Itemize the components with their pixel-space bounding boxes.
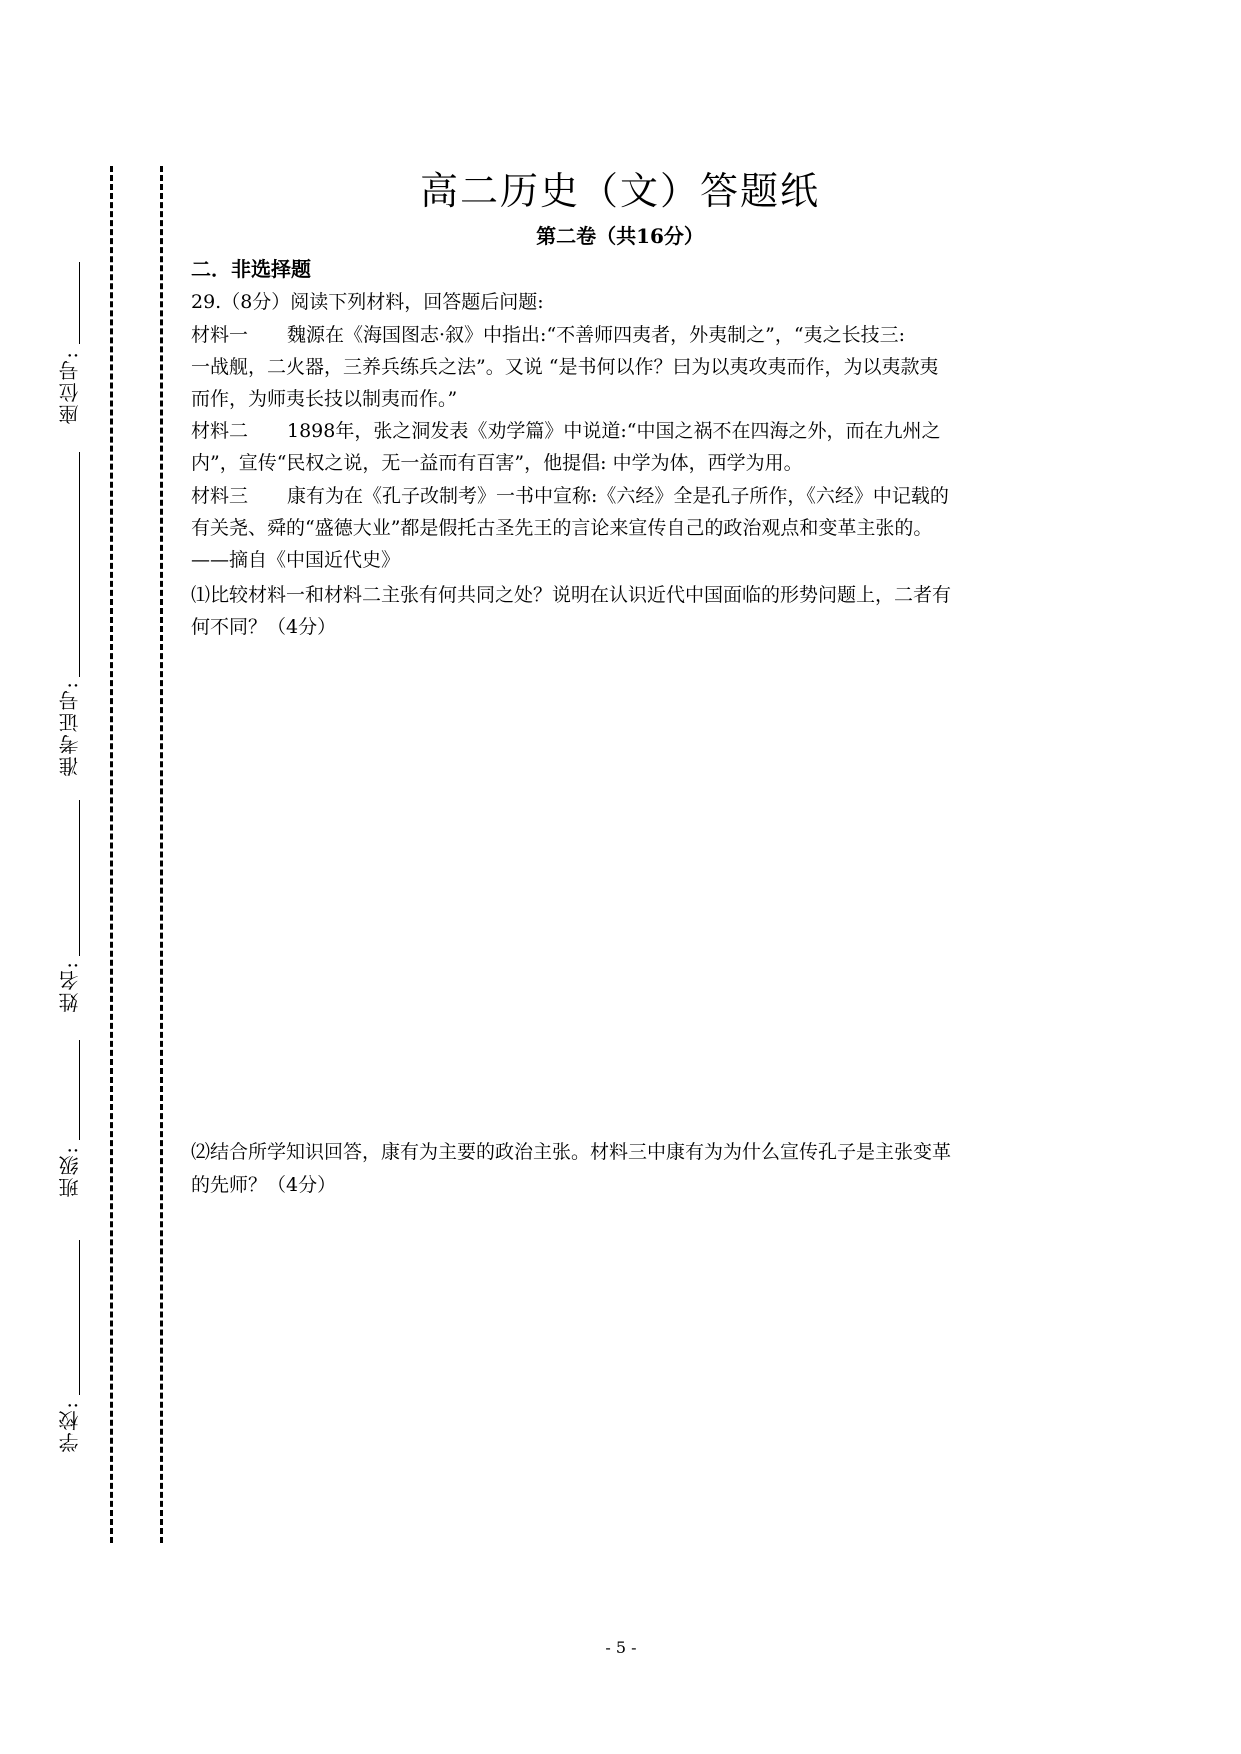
- material-three-label: 材料三: [191, 485, 249, 507]
- material-one-line-3: 而作，为师夷长技以制夷而作。”: [191, 388, 458, 410]
- name-blank-lower: [79, 1040, 80, 1120]
- material-one-text-1: 魏源在《海国图志·叙》中指出:“不善师四夷者，外夷制之”，“夷之长技三:: [287, 324, 905, 346]
- material-three-line-1: [191, 481, 949, 508]
- exam-id-blank[interactable]: [79, 587, 80, 677]
- binding-dashed-line-outer: [110, 166, 113, 1543]
- page-subtitle: 第二卷（共16分）: [536, 224, 704, 248]
- binding-dashed-line-inner: [160, 166, 163, 1543]
- material-one-label: 材料一: [191, 324, 249, 346]
- section-heading: 二．非选择题: [191, 257, 311, 281]
- class-label: 班级:: [58, 1145, 82, 1198]
- subquestion-1-line-2: 何不同？（4分）: [191, 616, 337, 638]
- seat-number-label: 座位号:: [58, 350, 82, 425]
- material-two-line-1: [191, 416, 940, 443]
- name-label: 姓名:: [58, 960, 82, 1013]
- answer-area-2[interactable]: [191, 1210, 1061, 1590]
- material-three-text-1: 康有为在《孔子改制考》一书中宣称:《六经》全是孔子所作，《六经》中记载的: [287, 485, 949, 507]
- subquestion-2-line-2: 的先师？（4分）: [191, 1174, 337, 1196]
- material-two-line-2: 内”，宣传“民权之说，无一益而有百害”，他提倡: 中学为体，西学为用。: [191, 452, 803, 474]
- page-number: - 5 -: [605, 1638, 637, 1657]
- material-two-label: 材料二: [191, 420, 249, 442]
- material-one-line-2: 一战舰，二火器，三养兵练兵之法”。又说 “是书何以作？曰为以夷攻夷而作，为以夷款夷: [191, 356, 939, 378]
- seat-number-blank-lower: [79, 452, 80, 587]
- class-blank[interactable]: [79, 1120, 80, 1140]
- school-blank[interactable]: [79, 1370, 80, 1395]
- material-source: ——摘自《中国近代史》: [191, 549, 401, 571]
- seat-number-blank[interactable]: [79, 262, 80, 344]
- answer-area-1[interactable]: [191, 650, 1061, 1120]
- page-title: 高二历史（文）答题纸: [419, 169, 820, 213]
- material-one-line-1: [191, 320, 905, 347]
- material-two-text-1: 1898年，张之洞发表《劝学篇》中说道:“中国之祸不在四海之外，而在九州之: [287, 420, 941, 442]
- subquestion-2-line-1: ⑵结合所学知识回答，康有为主要的政治主张。材料三中康有为为什么宣传孔子是主张变革: [191, 1141, 952, 1163]
- school-label: 学校:: [58, 1400, 82, 1453]
- class-blank-lower: [79, 1240, 80, 1370]
- exam-id-label: 准考证号:: [58, 680, 82, 777]
- exam-id-blank-lower: [79, 800, 80, 920]
- material-three-line-2: 有关尧、舜的“盛德大业”都是假托古圣先王的言论来宣传自己的政治观点和变革主张的。: [191, 517, 933, 539]
- question-intro: 29.（8分）阅读下列材料，回答题后问题:: [191, 291, 544, 313]
- subquestion-1-line-1: ⑴比较材料一和材料二主张有何共同之处？说明在认识近代中国面临的形势问题上，二者有: [191, 584, 952, 606]
- name-blank[interactable]: [79, 920, 80, 956]
